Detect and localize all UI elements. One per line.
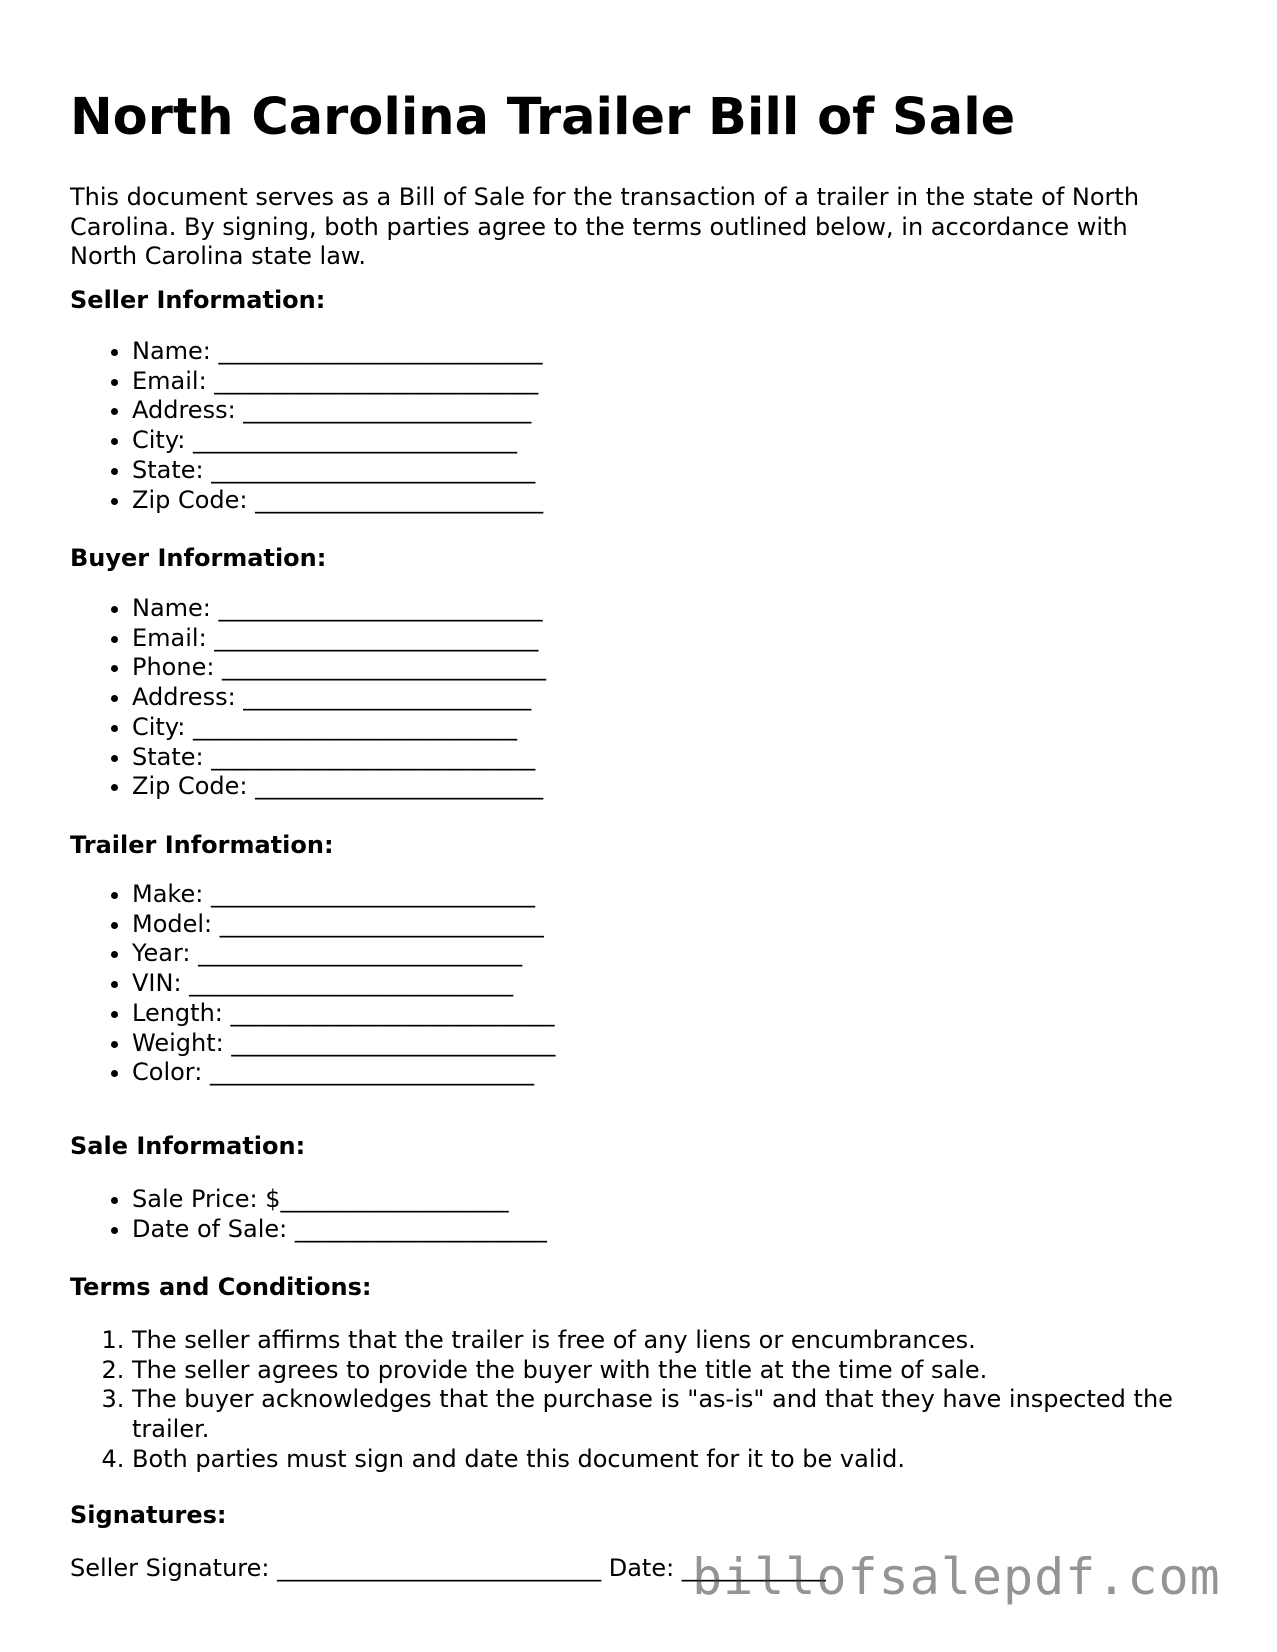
trailer-fields-list [70,880,1232,1088]
trailer-weight-field: • Weight: ___________________________ [132,1029,1232,1059]
seller-email-field: • Email: ___________________________ [132,367,1232,397]
trailer-model-field: • Model: ___________________________ [132,910,1232,940]
term-item: 4. Both parties must sign and date this document for it to be valid. [132,1445,1212,1475]
signatures-heading: Signatures: [70,1501,227,1529]
sale-date-field: • Date of Sale: _____________________ [132,1215,1232,1245]
sale-price-field: • Sale Price: $___________________ [132,1185,1232,1215]
trailer-length-field: • Length: ___________________________ [132,999,1232,1029]
seller-state-field: • State: ___________________________ [132,456,1232,486]
trailer-vin-field: • VIN: ___________________________ [132,969,1232,999]
buyer-heading: Buyer Information: [70,544,327,572]
buyer-zip-field: • Zip Code: ________________________ [132,772,1232,802]
seller-city-field: • City: ___________________________ [132,426,1232,456]
buyer-name-field: • Name: ___________________________ [132,594,1232,624]
term-item: 1. The seller affirms that the trailer is free of any liens or encumbrances. [132,1326,1212,1356]
seller-heading: Seller Information: [70,286,326,314]
seller-fields-list [70,337,1232,515]
terms-heading: Terms and Conditions: [70,1273,372,1301]
trailer-heading: Trailer Information: [70,831,334,859]
trailer-make-field: • Make: ___________________________ [132,880,1232,910]
sale-fields-list [70,1185,1232,1244]
watermark-text: billofsalepdf.com [692,1548,1221,1606]
terms-list [70,1326,1212,1475]
trailer-year-field: • Year: ___________________________ [132,939,1232,969]
seller-name-field: • Name: ___________________________ [132,337,1232,367]
buyer-fields-list [70,594,1232,802]
buyer-phone-field: • Phone: ___________________________ [132,653,1232,683]
seller-zip-field: • Zip Code: ________________________ [132,486,1232,516]
sale-heading: Sale Information: [70,1132,306,1160]
term-item: 2. The seller agrees to provide the buyer with the title at the time of sale. [132,1356,1212,1386]
trailer-color-field: • Color: ___________________________ [132,1058,1232,1088]
term-item: 3. The buyer acknowledges that the purchase is "as-is" and that they have inspected the trailer. [132,1385,1212,1444]
buyer-email-field: • Email: ___________________________ [132,624,1232,654]
seller-signature-line: Seller Signature: ___________________________ Date: ____________ [70,1554,826,1582]
buyer-city-field: • City: ___________________________ [132,713,1232,743]
buyer-address-field: • Address: ________________________ [132,683,1232,713]
intro-paragraph: This document serves as a Bill of Sale for the transaction of a trailer in the state of North Carolina. By signing, both parties agree to the terms outlined below, in accordance with North Carolina state law. [70,183,1140,270]
buyer-state-field: • State: ___________________________ [132,743,1232,773]
seller-address-field: • Address: ________________________ [132,396,1232,426]
page-title: North Carolina Trailer Bill of Sale [70,88,1016,147]
